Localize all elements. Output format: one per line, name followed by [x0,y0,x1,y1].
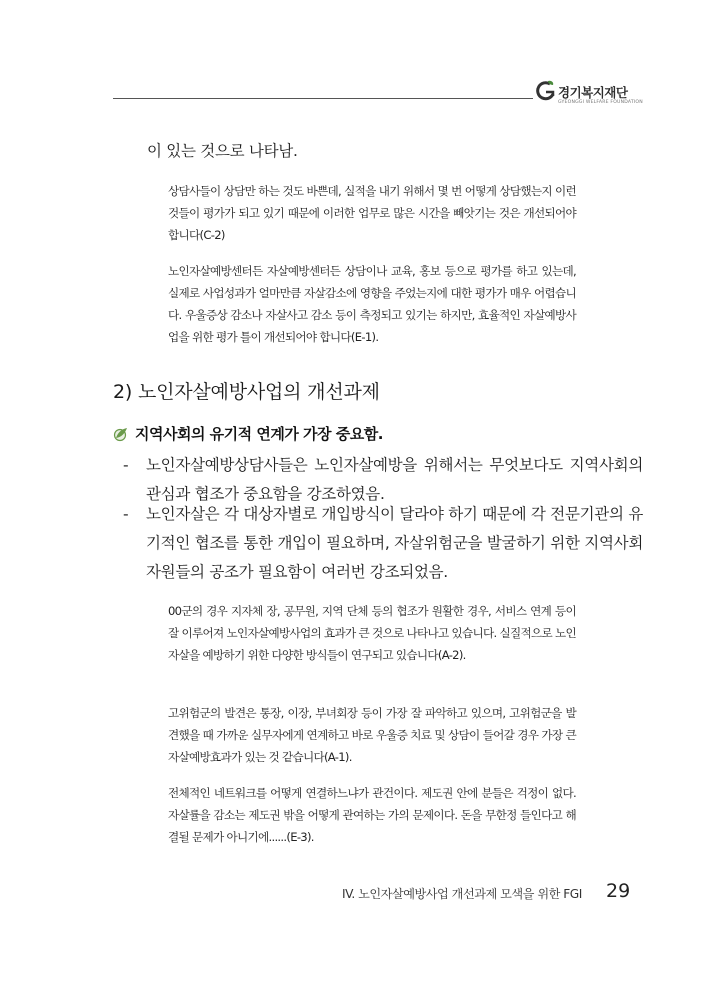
list-item-text: 노인자살은 각 대상자별로 개입방식이 달라야 하기 때문에 각 전문기관의 유기적인 협조를 통한 개입이 필요하며, 자살위험군을 발굴하기 위한 지역사회자원들의 공조가 필요함이 여러번 강조되었음. [146,505,643,581]
section-title: 2) 노인자살예방사업의 개선과제 [113,381,380,403]
page-number: 29 [606,880,631,902]
list-item-text: 노인자살예방상담사들은 노인자살예방을 위해서는 무엇보다도 지역사회의 관심과 협조가 중요함을 강조하였음. [146,456,643,503]
footer-chapter-title: IV. 노인자살예방사업 개선과제 모색을 위한 FGI [342,887,582,901]
logo-name: 경기복지재단 [558,85,628,100]
intro-line: 이 있는 것으로 나타남. [147,142,298,160]
header-rule [113,98,533,99]
dash-marker: - [123,505,129,523]
interview-quote-1: 상담사들이 상담만 하는 것도 바쁜데, 실적을 내기 위해서 몇 번 어떻게 상담했는지 이런 것들이 평가가 되고 있기 때문에 이러한 업무로 많은 시간을 빼앗기는 것은 개선되어야 합니다(C-2) [168,184,576,242]
key-point-text: 지역사회의 유기적 연계가 가장 중요함. [135,425,383,443]
foundation-logo [536,80,666,110]
foundation-logo-icon [536,80,556,104]
interview-quote-5: 전체적인 네트워크를 어떻게 연결하느냐가 관건이다. 제도권 안에 분들은 걱정이 없다. 자살률을 감소는 제도권 밖을 어떻게 관여하는 가의 문제이다. 돈을 무한정 들인다고 해결될 문제가 아니기에......(E-3). [168,786,576,844]
interview-quote-3: 00군의 경우 지자체 장, 공무원, 지역 단체 등의 협조가 원활한 경우, 서비스 연계 등이 잘 이루어져 노인자살예방사업의 효과가 큰 것으로 나타나고 있습니다. 실질적으로 노인자살을 예방하기 위한 다양한 방식들이 연구되고 있습니다(A-2). [168,604,576,662]
list-item [123,500,643,587]
dash-marker: - [123,456,129,474]
bullet-leaf-icon [113,426,129,442]
interview-quote-4: 고위험군의 발견은 통장, 이장, 부녀회장 등이 가장 잘 파악하고 있으며, 고위험군을 발견했을 때 가까운 실무자에게 연계하고 바로 우울증 치료 및 상담이 들어갈 경우 가장 큰 자살예방효과가 있는 것 같습니다(A-1). [168,706,576,764]
interview-quote-2: 노인자살예방센터든 자살예방센터든 상담이나 교육, 홍보 등으로 평가를 하고 있는데, 실제로 사업성과가 얼마만큼 자살감소에 영향을 주었는지에 대한 평가가 매우 어렵습니다. 우울증상 감소나 자살사고 감소 등이 측정되고 있기는 하지만, 효율적인 자살예방사업을 위한 평가 틀이 개선되어야 합니다(E-1). [168,264,576,344]
logo-subtitle: GYEONGGI WELFARE FOUNDATION [558,100,643,105]
